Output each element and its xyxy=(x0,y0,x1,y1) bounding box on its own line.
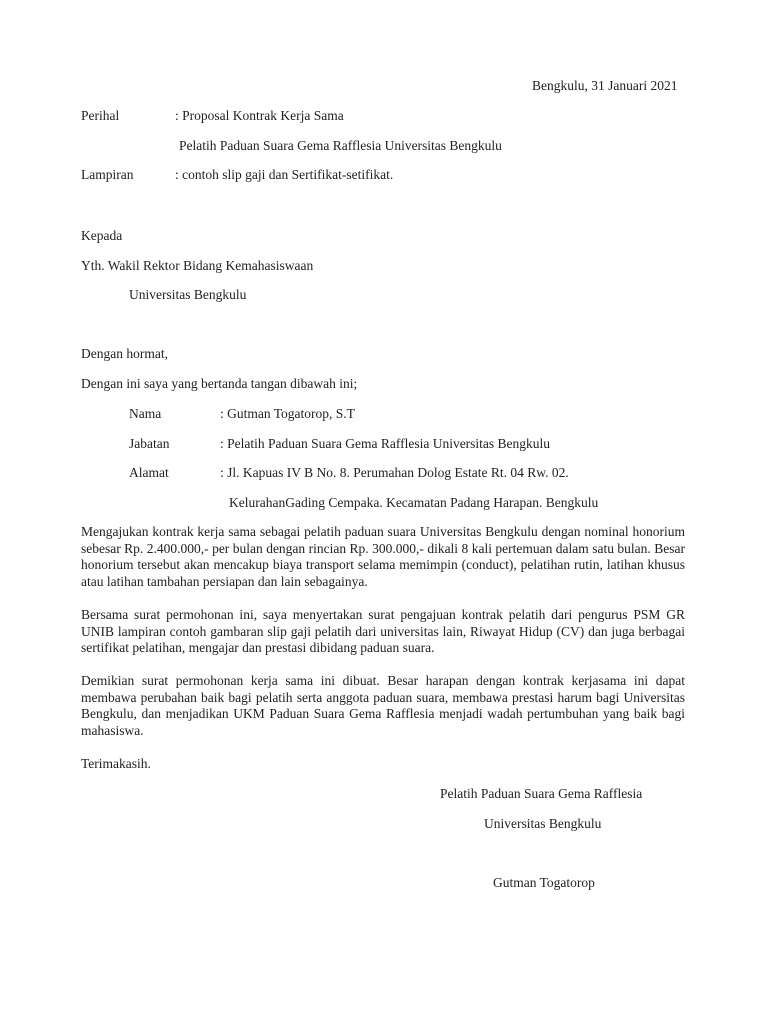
closing-line: Terimakasih. xyxy=(81,756,151,771)
paragraph-3: Demikian surat permohonan kerja sama ini dibuat. Besar harapan dengan kontrak kerjasama ini dapat membawa perubahan baik bagi pelatih serta anggota paduan suara, membawa prestasi harum bagi Universitas Bengkulu, dan menjadikan UKM Paduan Suara Gema Rafflesia menjadi wadah pertumbuhan yang baik bagi mahasiswa. xyxy=(81,673,685,738)
recipient-line1: Yth. Wakil Rektor Bidang Kemahasiswaan xyxy=(81,258,314,273)
jabatan-label: Jabatan xyxy=(129,436,170,451)
alamat-value-line2: KelurahanGading Cempaka. Kecamatan Padang Harapan. Bengkulu xyxy=(229,495,599,510)
intro-line: Dengan ini saya yang bertanda tangan dibawah ini; xyxy=(81,376,358,391)
signature-title: Pelatih Paduan Suara Gema Rafflesia xyxy=(440,786,643,801)
nama-label: Nama xyxy=(129,406,162,421)
paragraph-1: Mengajukan kontrak kerja sama sebagai pelatih paduan suara Universitas Bengkulu dengan nominal honorium sebesar Rp. 2.400.000,- per bulan dengan rincian Rp. 300.000,- dikali 8 kali pertemuan dalam satu bulan. Besar honorium tersebut akan mencakup biaya transport selama memimpin (conduct), pelatihan rutin, latihan khusus atau latihan tambahan persiapan dan lain sebagainya. xyxy=(81,524,685,589)
nama-value: : Gutman Togatorop, S.T xyxy=(220,406,355,421)
signature-institution: Universitas Bengkulu xyxy=(484,816,602,831)
jabatan-value: : Pelatih Paduan Suara Gema Rafflesia Universitas Bengkulu xyxy=(220,436,551,451)
date-line: Bengkulu, 31 Januari 2021 xyxy=(532,78,678,93)
perihal-value-line2: Pelatih Paduan Suara Gema Rafflesia Universitas Bengkulu xyxy=(179,138,502,153)
salutation: Dengan hormat, xyxy=(81,346,168,361)
signature-name: Gutman Togatorop xyxy=(493,875,595,890)
lampiran-label: Lampiran xyxy=(81,167,134,182)
kepada-label: Kepada xyxy=(81,228,123,243)
lampiran-value: : contoh slip gaji dan Sertifikat-setifikat. xyxy=(175,167,394,182)
recipient-line2: Universitas Bengkulu xyxy=(129,287,247,302)
alamat-label: Alamat xyxy=(129,465,169,480)
paragraph-2: Bersama surat permohonan ini, saya menyertakan surat pengajuan kontrak pelatih dari pengurus PSM GR UNIB lampiran contoh gambaran slip gaji pelatih dari universitas lain, Riwayat Hidup (CV) dan juga berbagai sertifikat pelatihan, mengajar dan prestasi dibidang paduan suara. xyxy=(81,607,685,655)
perihal-value: : Proposal Kontrak Kerja Sama xyxy=(175,108,344,123)
perihal-label: Perihal xyxy=(81,108,120,123)
alamat-value: : Jl. Kapuas IV B No. 8. Perumahan Dolog Estate Rt. 04 Rw. 02. xyxy=(220,465,569,480)
